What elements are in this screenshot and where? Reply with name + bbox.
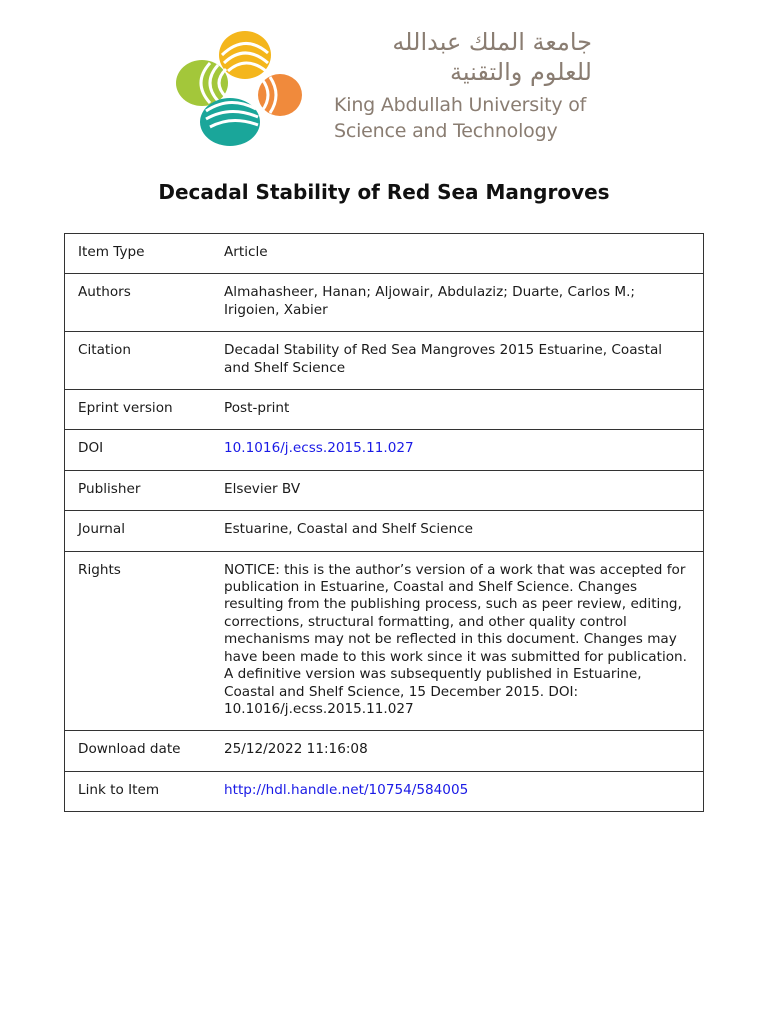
row-value: Post-print (224, 390, 704, 430)
row-label: Rights (65, 551, 225, 731)
row-value: Almahasheer, Hanan; Aljowair, Abdulaziz; Duarte, Carlos M.; Irigoien, Xabier (224, 274, 704, 332)
item-link[interactable]: http://hdl.handle.net/10754/584005 (224, 781, 469, 798)
document-title: Decadal Stability of Red Sea Mangroves (158, 180, 610, 204)
row-value: 25/12/2022 11:16:08 (224, 731, 704, 771)
table-row (65, 430, 704, 470)
logo-english-line1: King Abdullah University of (334, 94, 587, 116)
table-row (65, 551, 704, 731)
table-row (65, 470, 704, 510)
table-row (65, 511, 704, 551)
row-label: Link to Item (65, 771, 225, 811)
table-row (65, 731, 704, 771)
table-row (65, 332, 704, 390)
logo-english-line2: Science and Technology (334, 120, 558, 142)
kaust-logo (170, 20, 600, 150)
row-label: DOI (65, 430, 225, 470)
table-row (65, 390, 704, 430)
row-label: Publisher (65, 470, 225, 510)
row-label: Journal (65, 511, 225, 551)
row-value: NOTICE: this is the author’s version of a work that was accepted for publication in Estuarine, Coastal and Shelf Science. Changes resulting from the publishing process, such as peer review, editing, corrections, structural formatting, and other quality control mechanisms may not be reflected in this document. Changes may have been made to this work since it was submitted for publication. A definitive version was subsequently published in Estuarine, Coastal and Shelf Science, 15 December 2015. DOI: 10.1016/j.ecss.2015.11.027 (224, 551, 704, 731)
row-value: Elsevier BV (224, 470, 704, 510)
row-value: Decadal Stability of Red Sea Mangroves 2015 Estuarine, Coastal and Shelf Science (224, 332, 704, 390)
logo-arabic-line2: للعلوم والتقنية (450, 58, 592, 86)
table-row (65, 234, 704, 274)
kaust-flower-logo-icon (170, 25, 310, 150)
doi-link[interactable]: 10.1016/j.ecss.2015.11.027 (224, 440, 414, 457)
row-value (224, 430, 704, 470)
table-row (65, 771, 704, 811)
row-value: Article (224, 234, 704, 274)
row-value (224, 771, 704, 811)
logo-arabic-line1: جامعة الملك عبدالله (392, 28, 592, 56)
row-label: Item Type (65, 234, 225, 274)
row-label: Download date (65, 731, 225, 771)
row-label: Citation (65, 332, 225, 390)
row-label: Authors (65, 274, 225, 332)
row-label: Eprint version (65, 390, 225, 430)
table-row (65, 274, 704, 332)
row-value: Estuarine, Coastal and Shelf Science (224, 511, 704, 551)
metadata-table (64, 233, 704, 812)
